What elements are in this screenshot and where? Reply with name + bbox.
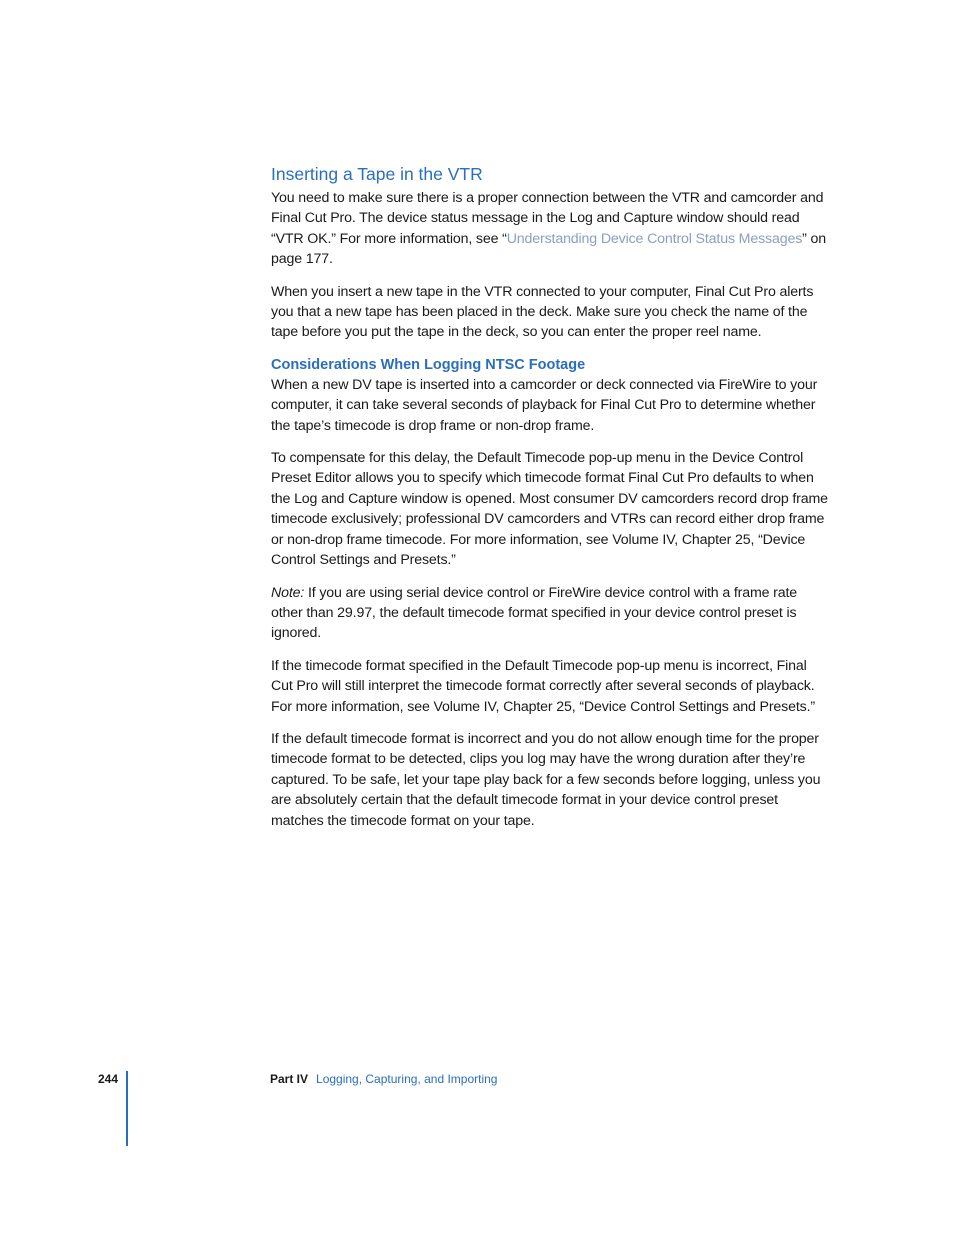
footer-divider [126,1071,128,1146]
p1-text-after: ” on page 177. [271,230,826,268]
note-text: If you are using serial device control or FireWire device control with a frame rate other than 29.97, the default timecode format specified in your device control preset is ignored. [271,584,798,642]
section-paragraph-2: When you insert a new tape in the VTR connected to your computer, Final Cut Pro alerts you that a new tape has been placed in the deck. Make sure you check the name of the tape before you put the tape in the deck, so you can enter the proper reel name. [271,283,814,341]
subsection-paragraph-1: When a new DV tape is inserted into a camcorder or deck connected via FireWire to your computer, it can take several seconds of playback for Final Cut Pro to determine whether the tape’s timecode is drop frame or non-drop frame. [271,376,818,434]
part-title: Logging, Capturing, and Importing [316,1072,498,1086]
footer-part [270,1072,497,1086]
p1-text-before: You need to make sure there is a proper connection between the VTR and camcorder and Final Cut Pro. The device status message in the Log and Capture window should read “VTR OK.” For more information, see “ [271,190,824,247]
subsection-paragraph-3: If the timecode format specified in the Default Timecode pop-up menu is incorrect, Final Cut Pro will still interpret the timecode format correctly after several seconds of playback. For more information, see Volume IV, Chapter 25, “Device Control Settings and Presets.” [271,657,815,715]
page-number: 244 [98,1072,119,1086]
section-heading: Inserting a Tape in the VTR [271,164,483,184]
note-label: Note: [271,584,305,601]
part-label: Part IV [270,1072,309,1086]
cross-reference-link[interactable]: Understanding Device Control Status Messages [506,230,803,247]
subsection-paragraph-2: To compensate for this delay, the Default Timecode pop-up menu in the Device Control Preset Editor allows you to specify which timecode format Final Cut Pro defaults to when the Log and Capture window is opened. Most consumer DV camcorders record drop frame timecode exclusively; professional DV camcorders and VTRs can record either drop frame or non-drop frame timecode. For more information, see Volume IV, Chapter 25, “Device Control Settings and Presets.” [271,450,828,569]
note-paragraph [271,583,831,644]
subsection-paragraph-4: If the default timecode format is incorrect and you do not allow enough time for the proper timecode format to be detected, clips you log may have the wrong duration after they’re captured. To be safe, let your tape play back for a few seconds before logging, unless you are absolutely certain that the default timecode format in your device control preset matches the timecode format on your tape. [271,730,821,829]
section-paragraph-1 [271,188,831,270]
page-content [271,162,831,843]
subsection-heading: Considerations When Logging NTSC Footage [271,356,586,373]
